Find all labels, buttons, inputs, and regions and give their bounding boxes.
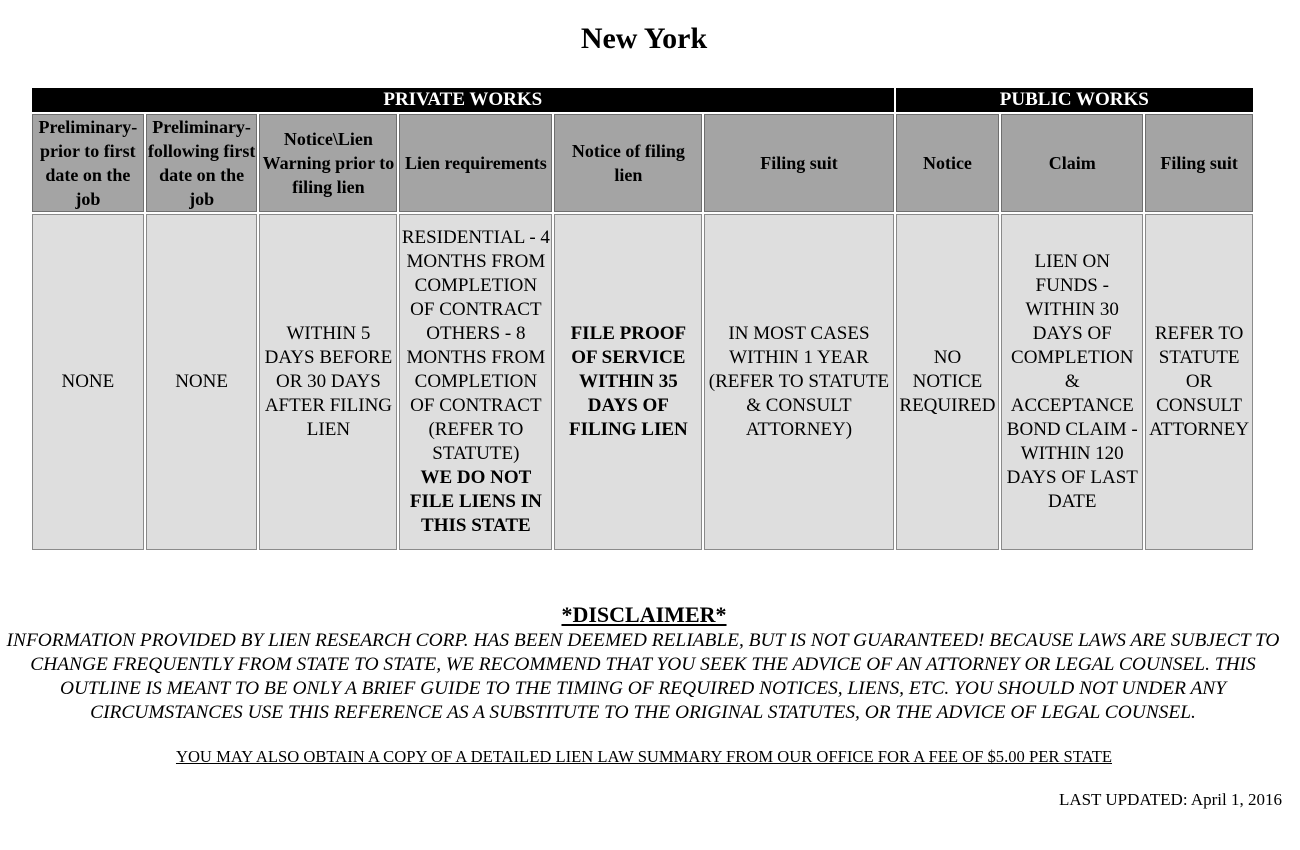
column-header-row: [32, 114, 1253, 212]
lien-requirements-table: [30, 86, 1255, 552]
group-public-works: PUBLIC WORKS: [896, 88, 1253, 112]
group-header-row: [32, 88, 1253, 112]
header-public-filing-suit: Filing suit: [1145, 114, 1253, 212]
cell-public-claim: LIEN ON FUNDS - WITHIN 30 DAYS OF COMPLETION & ACCEPTANCE BOND CLAIM - WITHIN 120 DAYS OF LAST DATE: [1001, 214, 1143, 550]
lien-law-summary-link[interactable]: YOU MAY ALSO OBTAIN A COPY OF A DETAILED LIEN LAW SUMMARY FROM OUR OFFICE FOR A FEE OF $5.00 PER STATE: [175, 747, 1113, 766]
page-title: New York: [580, 22, 708, 55]
cell-public-notice: NO NOTICE REQUIRED: [896, 214, 1000, 550]
cell-preliminary-prior: NONE: [32, 214, 144, 550]
cell-notice-of-filing-lien: FILE PROOF OF SERVICE WITHIN 35 DAYS OF FILING LIEN: [554, 214, 702, 550]
header-preliminary-prior: Preliminary-prior to first date on the job: [32, 114, 144, 212]
header-notice-lien-warning: Notice\Lien Warning prior to filing lien: [259, 114, 397, 212]
cell-public-filing-suit: REFER TO STATUTE OR CONSULT ATTORNEY: [1145, 214, 1253, 550]
header-public-claim: Claim: [1001, 114, 1143, 212]
last-updated: LAST UPDATED: April 1, 2016: [1058, 790, 1282, 809]
header-lien-requirements: Lien requirements: [399, 114, 552, 212]
cell-notice-lien-warning: WITHIN 5 DAYS BEFORE OR 30 DAYS AFTER FILING LIEN: [259, 214, 397, 550]
summary-link-container: [0, 747, 1288, 767]
cell-preliminary-following: NONE: [146, 214, 258, 550]
header-private-filing-suit: Filing suit: [704, 114, 893, 212]
header-notice-of-filing-lien: Notice of filing lien: [554, 114, 702, 212]
group-private-works: PRIVATE WORKS: [32, 88, 894, 112]
lien-requirements-note: WE DO NOT FILE LIENS IN THIS STATE: [409, 467, 542, 536]
header-public-notice: Notice: [896, 114, 1000, 212]
disclaimer-title: *DISCLAIMER*: [561, 602, 727, 627]
header-preliminary-following: Preliminary-following first date on the job: [146, 114, 258, 212]
cell-lien-requirements: [399, 214, 552, 550]
cell-private-filing-suit: IN MOST CASES WITHIN 1 YEAR (REFER TO STATUTE & CONSULT ATTORNEY): [704, 214, 893, 550]
lien-requirements-text: RESIDENTIAL - 4 MONTHS FROM COMPLETION OF CONTRACT OTHERS - 8 MONTHS FROM COMPLETION OF CONTRACT (REFER TO STATUTE): [401, 227, 550, 464]
disclaimer-text: INFORMATION PROVIDED BY LIEN RESEARCH CORP. HAS BEEN DEEMED RELIABLE, BUT IS NOT GUARANTEED! BECAUSE LAWS ARE SUBJECT TO CHANGE FREQUENTLY FROM STATE TO STATE, WE RECOMMEND THAT YOU SEEK THE ADVICE OF AN ATTORNEY OR LEGAL COUNSEL. THIS OUTLINE IS MEANT TO BE ONLY A BRIEF GUIDE TO THE TIMING OF REQUIRED NOTICES, LIENS, ETC. YOU SHOULD NOT UNDER ANY CIRCUMSTANCES USE THIS REFERENCE AS A SUBSTITUTE TO THE ORIGINAL STATUTES, OR THE ADVICE OF LEGAL COUNSEL.: [6, 630, 1280, 723]
table-row: [32, 214, 1253, 550]
